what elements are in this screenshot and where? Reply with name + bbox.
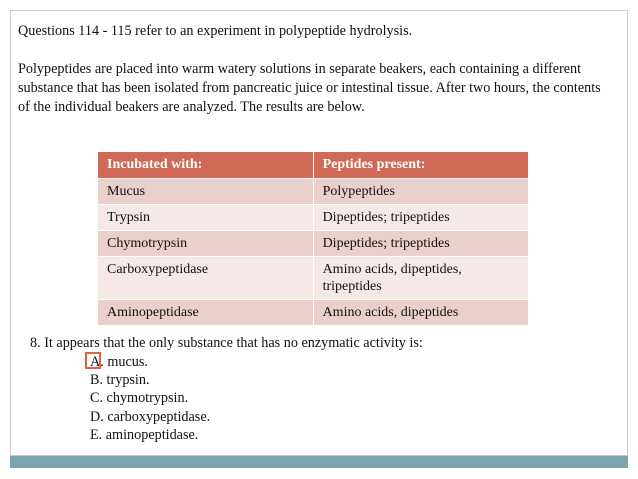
option-d[interactable]: D. carboxypeptidase.: [90, 408, 211, 425]
answer-options: [90, 353, 210, 444]
cell-peptides: Dipeptides; tripeptides: [313, 231, 528, 257]
question-text: 8. It appears that the only substance that has no enzymatic activity is:: [30, 335, 423, 351]
answer-highlight-box: [85, 352, 101, 369]
cell-substance: Carboxypeptidase: [98, 257, 314, 300]
table-row: [98, 231, 529, 257]
cell-peptides: Polypeptides: [313, 179, 528, 205]
option-e[interactable]: E. aminopeptidase.: [90, 426, 199, 443]
intro-text: [18, 22, 614, 117]
option-b[interactable]: B. trypsin.: [90, 372, 150, 389]
cell-peptides: Amino acids, dipeptides, tripeptides: [313, 257, 528, 300]
cell-substance: Mucus: [98, 179, 314, 205]
table-header-row: [98, 152, 529, 179]
table-row: [98, 300, 529, 326]
header-peptides-present: Peptides present:: [313, 152, 528, 179]
results-table: [97, 151, 529, 326]
table-row: [98, 257, 529, 300]
header-incubated-with: Incubated with:: [98, 152, 314, 179]
table-row: [98, 179, 529, 205]
table-row: [98, 205, 529, 231]
cell-substance: Chymotrypsin: [98, 231, 314, 257]
intro-paragraph: Polypeptides are placed into warm watery solutions in separate beakers, each containing a different substance that has been isolated from pancreatic juice or intestinal tissue. After two hours, the contents of the individual beakers are analyzed. The results are below.: [18, 61, 601, 115]
cell-substance: Aminopeptidase: [98, 300, 314, 326]
cell-peptides: Dipeptides; tripeptides: [313, 205, 528, 231]
cell-substance: Trypsin: [98, 205, 314, 231]
option-c[interactable]: C. chymotrypsin.: [90, 390, 189, 407]
cell-peptides: Amino acids, dipeptides: [313, 300, 528, 326]
footer-bar: [10, 456, 628, 468]
option-a[interactable]: A. mucus.: [90, 354, 148, 370]
intro-heading: Questions 114 - 115 refer to an experiment in polypeptide hydrolysis.: [18, 23, 413, 39]
